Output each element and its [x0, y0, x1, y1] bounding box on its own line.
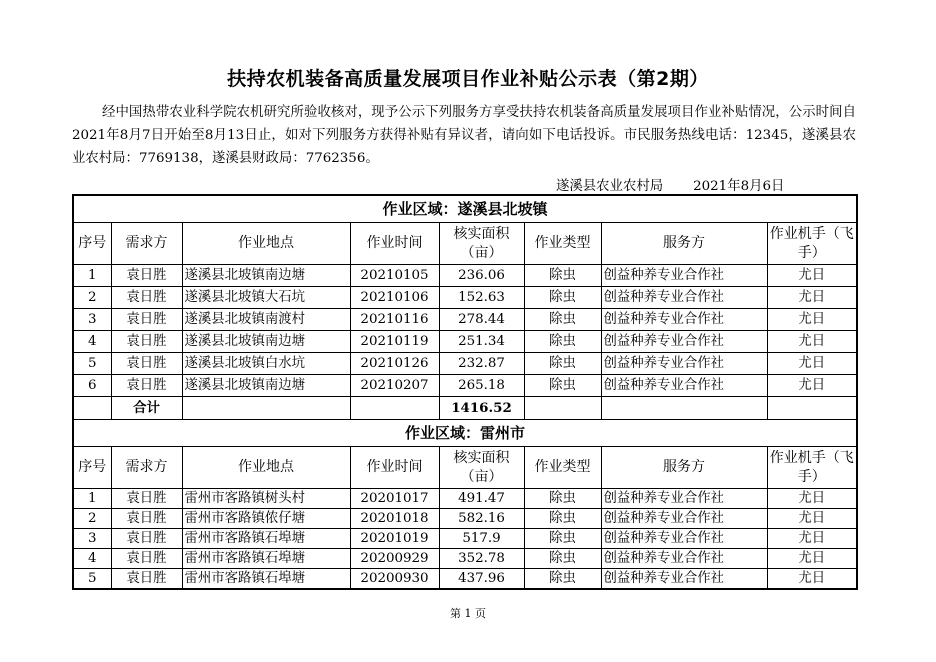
cell-time: 20200930	[350, 569, 439, 590]
cell-operator: 尤日	[767, 331, 857, 353]
cell-area: 232.87	[439, 353, 524, 375]
cell-provider: 创益种养专业合作社	[601, 549, 767, 569]
cell-time: 20210119	[350, 331, 439, 353]
cell-operator: 尤日	[767, 509, 857, 529]
total-blank	[350, 397, 439, 420]
col-header-type: 作业类型	[524, 447, 601, 489]
total-row	[73, 397, 857, 420]
cell-operator: 尤日	[767, 287, 857, 309]
cell-type: 除虫	[524, 529, 601, 549]
col-header-provider: 服务方	[601, 447, 767, 489]
col-header-index: 序号	[73, 223, 111, 265]
table-row	[73, 331, 857, 353]
cell-type: 除虫	[524, 375, 601, 397]
cell-location: 雷州市客路镇石埠塘	[182, 569, 350, 590]
cell-requester: 袁日胜	[111, 509, 182, 529]
cell-area: 278.44	[439, 309, 524, 331]
cell-index: 3	[73, 529, 111, 549]
cell-provider: 创益种养专业合作社	[601, 509, 767, 529]
cell-requester: 袁日胜	[111, 489, 182, 509]
cell-provider: 创益种养专业合作社	[601, 331, 767, 353]
signature-org: 遂溪县农业农村局	[556, 179, 664, 194]
cell-location: 遂溪县北坡镇南边塘	[182, 265, 350, 287]
table-row	[73, 529, 857, 549]
cell-provider: 创益种养专业合作社	[601, 529, 767, 549]
cell-requester: 袁日胜	[111, 353, 182, 375]
cell-time: 20210105	[350, 265, 439, 287]
signature-date: 2021年8月6日	[693, 179, 785, 194]
col-header-operator: 作业机手（飞手）	[767, 447, 857, 489]
cell-time: 20201017	[350, 489, 439, 509]
col-header-requester: 需求方	[111, 223, 182, 265]
table-row	[73, 287, 857, 309]
signature-line	[556, 175, 784, 194]
cell-area: 491.47	[439, 489, 524, 509]
cell-index: 1	[73, 265, 111, 287]
cell-requester: 袁日胜	[111, 529, 182, 549]
cell-type: 除虫	[524, 331, 601, 353]
cell-location: 遂溪县北坡镇南边塘	[182, 375, 350, 397]
cell-index: 4	[73, 331, 111, 353]
cell-operator: 尤日	[767, 353, 857, 375]
cell-index: 2	[73, 287, 111, 309]
cell-operator: 尤日	[767, 375, 857, 397]
subsidy-table	[72, 194, 858, 590]
cell-operator: 尤日	[767, 489, 857, 509]
col-header-provider: 服务方	[601, 223, 767, 265]
header-row	[73, 223, 857, 265]
table-row	[73, 509, 857, 529]
area-row	[73, 420, 857, 447]
table-row	[73, 353, 857, 375]
cell-operator: 尤日	[767, 529, 857, 549]
cell-area: 152.63	[439, 287, 524, 309]
cell-provider: 创益种养专业合作社	[601, 375, 767, 397]
cell-area: 437.96	[439, 569, 524, 590]
cell-provider: 创益种养专业合作社	[601, 287, 767, 309]
cell-location: 雷州市客路镇树头村	[182, 489, 350, 509]
table-row	[73, 489, 857, 509]
cell-operator: 尤日	[767, 569, 857, 590]
col-header-location: 作业地点	[182, 447, 350, 489]
col-header-type: 作业类型	[524, 223, 601, 265]
cell-index: 2	[73, 509, 111, 529]
cell-location: 遂溪县北坡镇南渡村	[182, 309, 350, 331]
header-row	[73, 447, 857, 489]
table-row	[73, 309, 857, 331]
cell-time: 20210106	[350, 287, 439, 309]
cell-area: 582.16	[439, 509, 524, 529]
total-value: 1416.52	[439, 397, 524, 420]
cell-type: 除虫	[524, 309, 601, 331]
col-header-operator: 作业机手（飞手）	[767, 223, 857, 265]
cell-requester: 袁日胜	[111, 569, 182, 590]
cell-type: 除虫	[524, 265, 601, 287]
cell-provider: 创益种养专业合作社	[601, 489, 767, 509]
cell-type: 除虫	[524, 549, 601, 569]
total-blank	[73, 397, 111, 420]
cell-location: 雷州市客路镇石埠塘	[182, 529, 350, 549]
total-blank	[524, 397, 601, 420]
page-footer: 第 1 页	[450, 607, 486, 620]
total-label: 合计	[111, 397, 182, 420]
cell-location: 遂溪县北坡镇大石坑	[182, 287, 350, 309]
cell-index: 4	[73, 549, 111, 569]
cell-time: 20210116	[350, 309, 439, 331]
cell-area: 352.78	[439, 549, 524, 569]
table-row	[73, 569, 857, 590]
total-blank	[601, 397, 767, 420]
cell-index: 6	[73, 375, 111, 397]
page-title: 扶持农机装备高质量发展项目作业补贴公示表（第2期）	[227, 68, 709, 90]
cell-requester: 袁日胜	[111, 375, 182, 397]
cell-time: 20210207	[350, 375, 439, 397]
cell-requester: 袁日胜	[111, 265, 182, 287]
cell-location: 雷州市客路镇石埠塘	[182, 549, 350, 569]
cell-type: 除虫	[524, 353, 601, 375]
cell-provider: 创益种养专业合作社	[601, 353, 767, 375]
cell-operator: 尤日	[767, 549, 857, 569]
cell-index: 5	[73, 569, 111, 590]
cell-operator: 尤日	[767, 309, 857, 331]
cell-area: 236.06	[439, 265, 524, 287]
cell-time: 20200929	[350, 549, 439, 569]
intro-paragraph: 经中国热带农业科学院农机研究所验收核对，现予公示下列服务方享受扶持农机装备高质量发展项目作业补贴情况，公示时间自2021年8月7日开始至8月13日止，如对下列服务方获得补贴有异议者，请向如下电话投诉。市民服务热线电话：12345，遂溪县农业农村局：7769138，遂溪县财政局：7762356。	[72, 105, 856, 166]
total-blank	[182, 397, 350, 420]
cell-index: 5	[73, 353, 111, 375]
col-header-time: 作业时间	[350, 223, 439, 265]
cell-requester: 袁日胜	[111, 331, 182, 353]
cell-time: 20201019	[350, 529, 439, 549]
area-title: 作业区域：遂溪县北坡镇	[73, 195, 857, 223]
cell-area: 251.34	[439, 331, 524, 353]
cell-location: 遂溪县北坡镇白水坑	[182, 353, 350, 375]
col-header-index: 序号	[73, 447, 111, 489]
cell-provider: 创益种养专业合作社	[601, 569, 767, 590]
col-header-location: 作业地点	[182, 223, 350, 265]
cell-location: 遂溪县北坡镇南边塘	[182, 331, 350, 353]
cell-requester: 袁日胜	[111, 309, 182, 331]
col-header-requester: 需求方	[111, 447, 182, 489]
cell-type: 除虫	[524, 489, 601, 509]
cell-requester: 袁日胜	[111, 287, 182, 309]
cell-provider: 创益种养专业合作社	[601, 309, 767, 331]
cell-time: 20210126	[350, 353, 439, 375]
cell-operator: 尤日	[767, 265, 857, 287]
table-row	[73, 265, 857, 287]
cell-index: 1	[73, 489, 111, 509]
cell-provider: 创益种养专业合作社	[601, 265, 767, 287]
table-row	[73, 549, 857, 569]
cell-index: 3	[73, 309, 111, 331]
table-row	[73, 375, 857, 397]
total-blank	[767, 397, 857, 420]
cell-area: 265.18	[439, 375, 524, 397]
area-row	[73, 195, 857, 223]
cell-time: 20201018	[350, 509, 439, 529]
col-header-area: 核实面积（亩）	[439, 447, 524, 489]
cell-type: 除虫	[524, 509, 601, 529]
area-title: 作业区域：雷州市	[73, 420, 857, 447]
cell-type: 除虫	[524, 569, 601, 590]
cell-requester: 袁日胜	[111, 549, 182, 569]
col-header-time: 作业时间	[350, 447, 439, 489]
col-header-area: 核实面积（亩）	[439, 223, 524, 265]
cell-type: 除虫	[524, 287, 601, 309]
cell-location: 雷州市客路镇侬仔塘	[182, 509, 350, 529]
cell-area: 517.9	[439, 529, 524, 549]
